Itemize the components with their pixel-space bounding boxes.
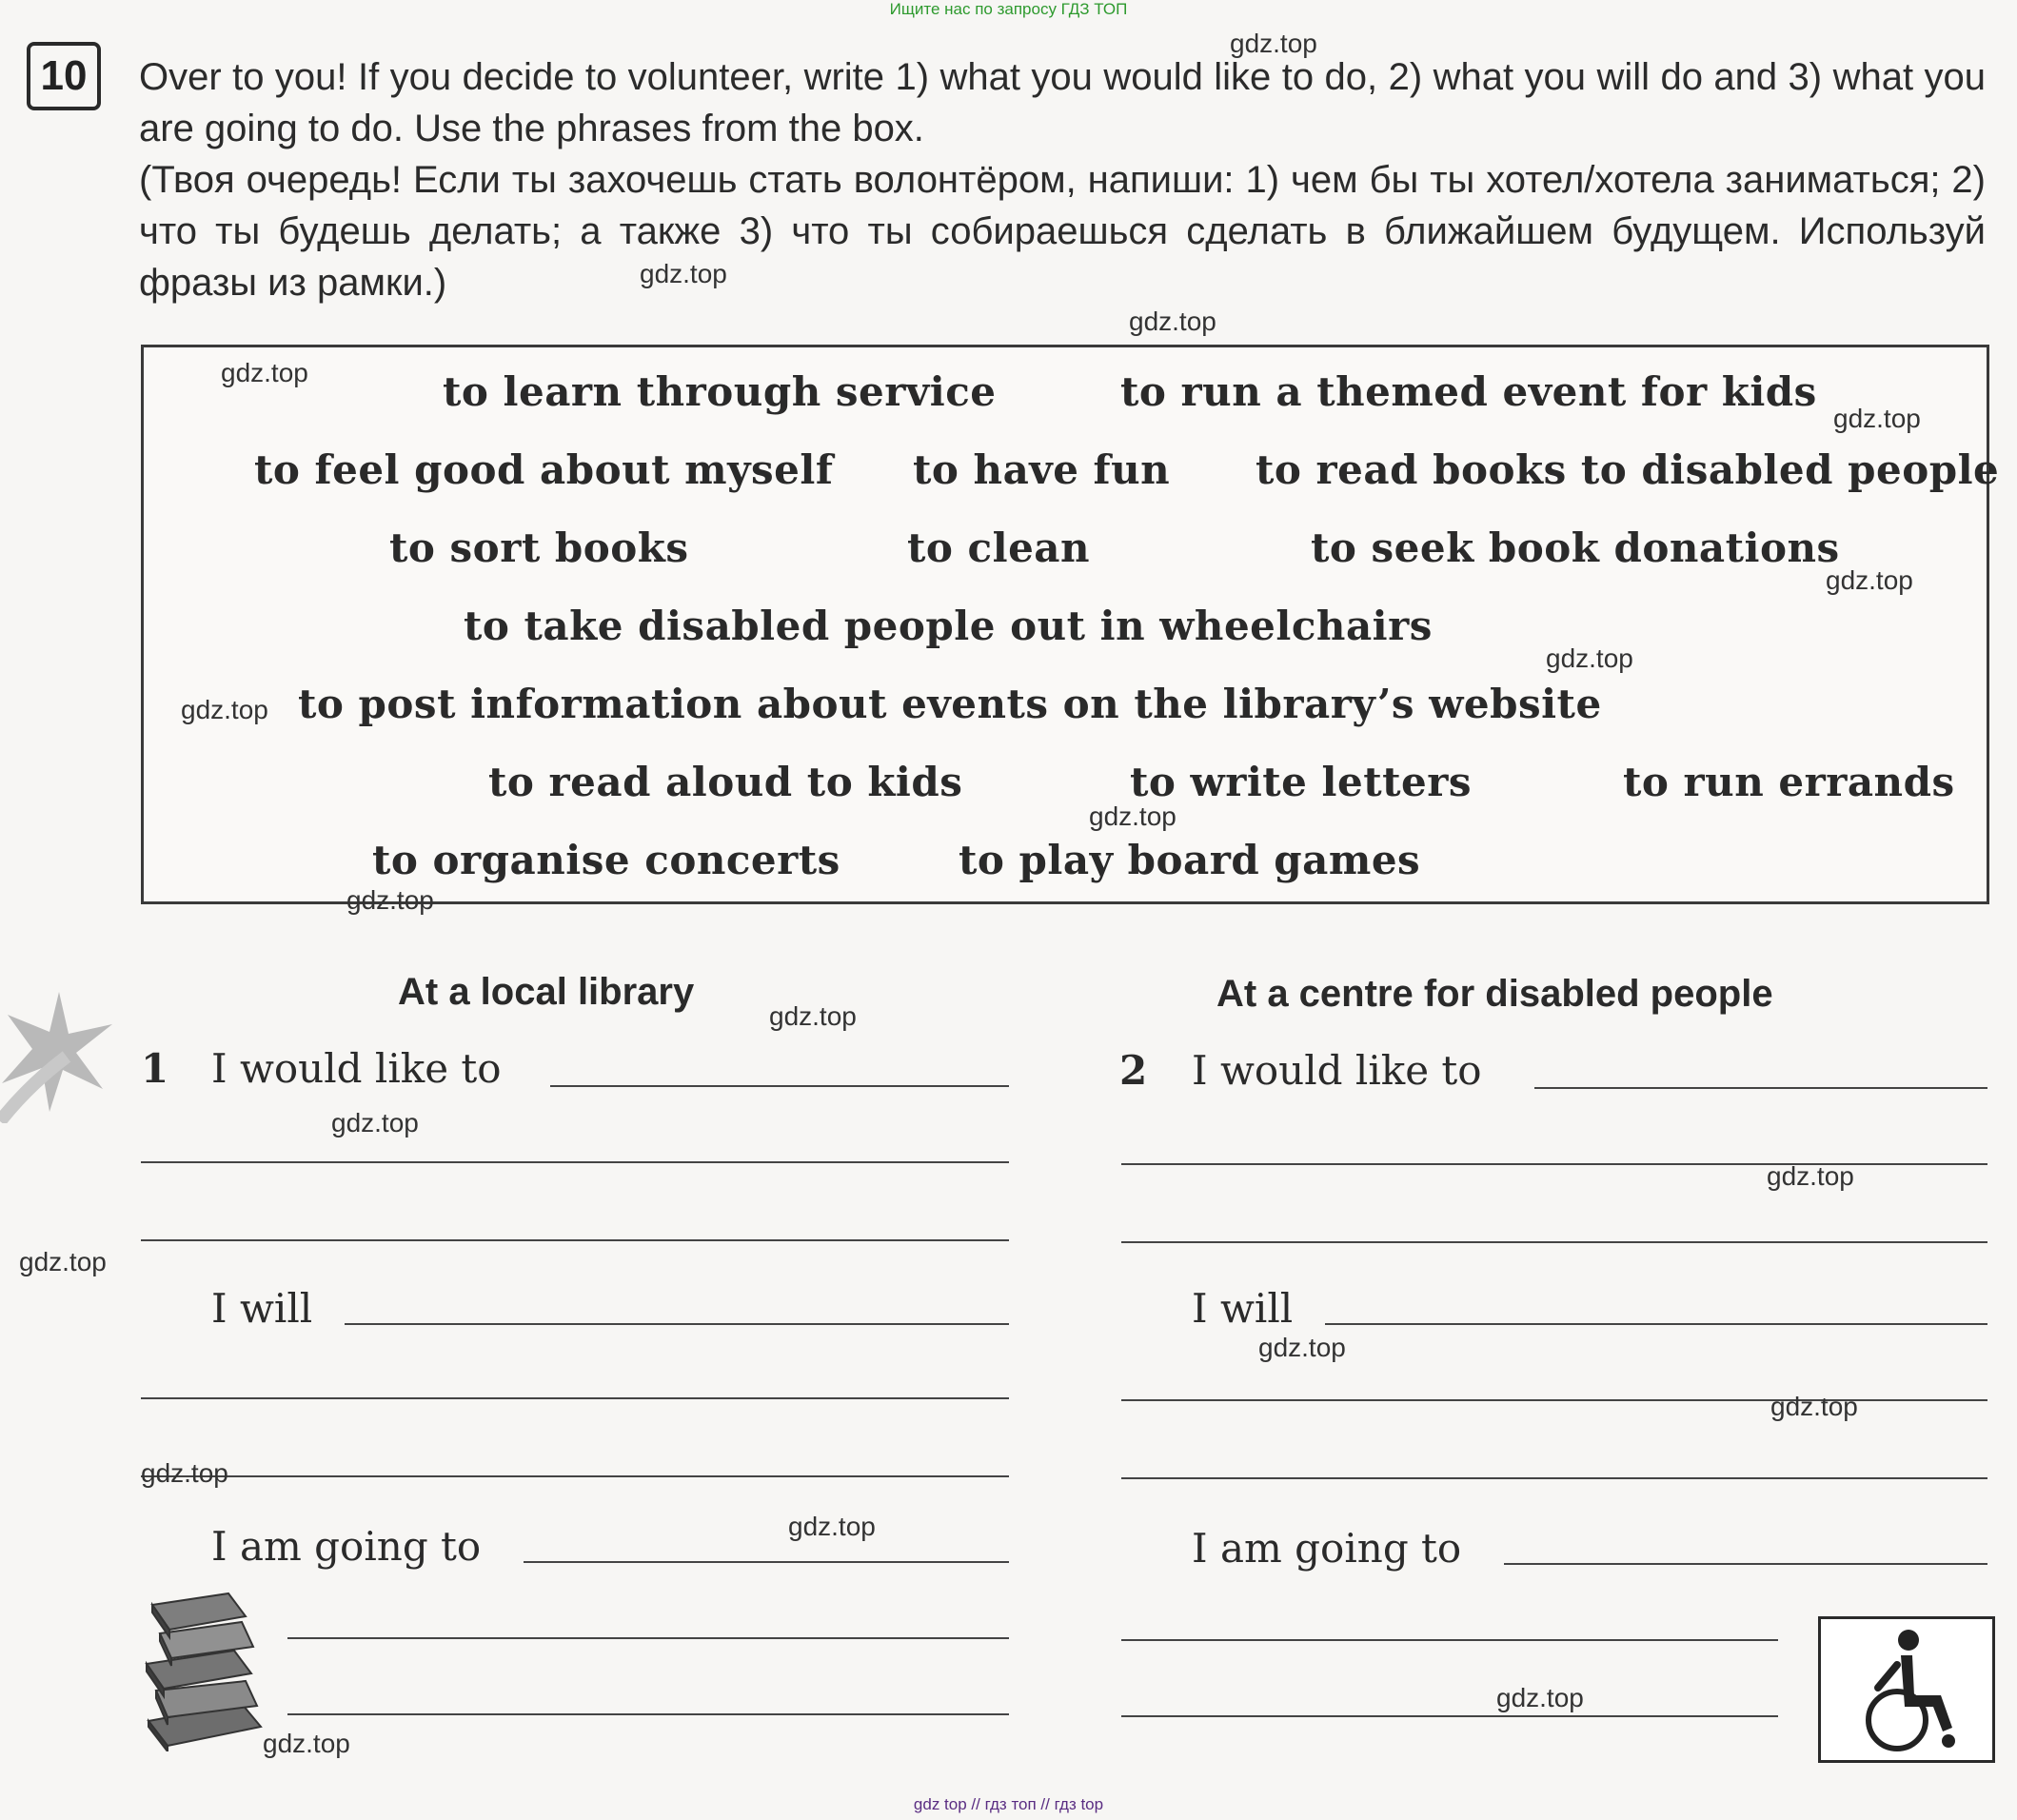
phrase: to run a themed event for kids (1120, 368, 1817, 415)
watermark: gdz.top (346, 885, 434, 915)
watermark: gdz.top (1230, 29, 1317, 58)
phrase: to clean (907, 524, 1091, 571)
phrase-box (141, 345, 2000, 904)
wheelchair-picture (1818, 1616, 1995, 1763)
item-number: 1 (141, 1045, 169, 1092)
answer-line[interactable] (287, 1713, 1009, 1715)
answer-line[interactable] (524, 1561, 1009, 1563)
answer-line[interactable] (1121, 1163, 1987, 1165)
instructions-russian: (Твоя очередь! Если ты захочешь стать волонтёром, напиши: 1) чем бы ты хотел/хотела заниматься; 2) что ты будешь делать; а также 3) что ты собираешься сделать в ближайшем будущем. Используй фразы из рамки.) (139, 159, 1986, 304)
watermark: gdz.top (1258, 1333, 1346, 1362)
phrase: to post information about events on the library’s website (298, 681, 1602, 727)
answer-line[interactable] (1121, 1477, 1987, 1479)
watermark: gdz.top (1546, 643, 1633, 673)
answer-line[interactable] (141, 1161, 1009, 1163)
watermark: gdz.top (1129, 307, 1216, 336)
watermark: gdz.top (1770, 1392, 1858, 1421)
watermark: gdz.top (640, 259, 727, 288)
phrase: to sort books (389, 524, 689, 571)
answer-line[interactable] (1121, 1639, 1778, 1641)
footer-text: gdz top // гдз топ // гдз top (913, 1795, 1104, 1813)
will-label: I will (1192, 1285, 1294, 1332)
exercise-number: 10 (27, 42, 101, 110)
phrase: to take disabled people out in wheelchairs (464, 603, 1433, 649)
instructions-english: Over to you! If you decide to volunteer, write 1) what you would like to do, 2) what you will do and 3) what you are going to do. Use the phrases from the box. (139, 56, 1986, 149)
watermark: gdz.top (788, 1512, 876, 1541)
will-label: I will (211, 1285, 313, 1332)
going-to-label: I am going to (211, 1523, 482, 1570)
phrase: to seek book donations (1311, 524, 1840, 571)
answer-line[interactable] (1121, 1241, 1987, 1243)
watermark: gdz.top (1826, 565, 1913, 595)
wheelchair-icon (1821, 1619, 1992, 1760)
answer-line[interactable] (141, 1397, 1009, 1399)
answer-line[interactable] (1325, 1323, 1987, 1325)
column-heading-centre: At a centre for disabled people (1216, 973, 1773, 1015)
answer-line[interactable] (141, 1239, 1009, 1241)
watermark: gdz.top (181, 695, 268, 724)
answer-line[interactable] (1121, 1715, 1778, 1717)
answer-line[interactable] (550, 1085, 1009, 1087)
watermark: gdz.top (1496, 1683, 1584, 1712)
phrase: to learn through service (443, 368, 997, 415)
search-banner: Ищите нас по запросу ГДЗ ТОП (889, 0, 1128, 18)
phrase: to organise concerts (372, 837, 840, 883)
watermark: gdz.top (769, 1001, 857, 1031)
watermark: gdz.top (221, 358, 308, 387)
watermark: gdz.top (19, 1247, 107, 1276)
column-heading-library: At a local library (398, 971, 695, 1013)
answer-line[interactable] (141, 1475, 1009, 1477)
watermark: gdz.top (1833, 404, 1921, 433)
star-icon (0, 990, 114, 1123)
would-like-label: I would like to (211, 1045, 502, 1092)
answer-line[interactable] (1504, 1563, 1987, 1565)
answer-line[interactable] (1534, 1087, 1987, 1089)
would-like-label: I would like to (1192, 1047, 1482, 1094)
watermark: gdz.top (1089, 801, 1177, 831)
answer-line[interactable] (287, 1637, 1009, 1639)
phrase: to run errands (1623, 759, 1955, 805)
item-number: 2 (1119, 1047, 1148, 1094)
watermark: gdz.top (1767, 1161, 1854, 1191)
watermark: gdz.top (263, 1729, 350, 1758)
phrase: to write letters (1130, 759, 1472, 805)
phrase: to have fun (913, 446, 1171, 493)
phrase: to read aloud to kids (488, 759, 963, 805)
exercise-instructions (139, 51, 1986, 308)
watermark: gdz.top (331, 1108, 419, 1138)
watermark: gdz.top (141, 1458, 228, 1488)
phrase: to read books to disabled people (1256, 446, 2000, 493)
phrase: to play board games (959, 837, 1421, 883)
going-to-label: I am going to (1192, 1525, 1462, 1572)
stack-of-books-icon (143, 1592, 267, 1751)
phrase: to feel good about myself (254, 446, 834, 493)
answer-line[interactable] (345, 1323, 1009, 1325)
